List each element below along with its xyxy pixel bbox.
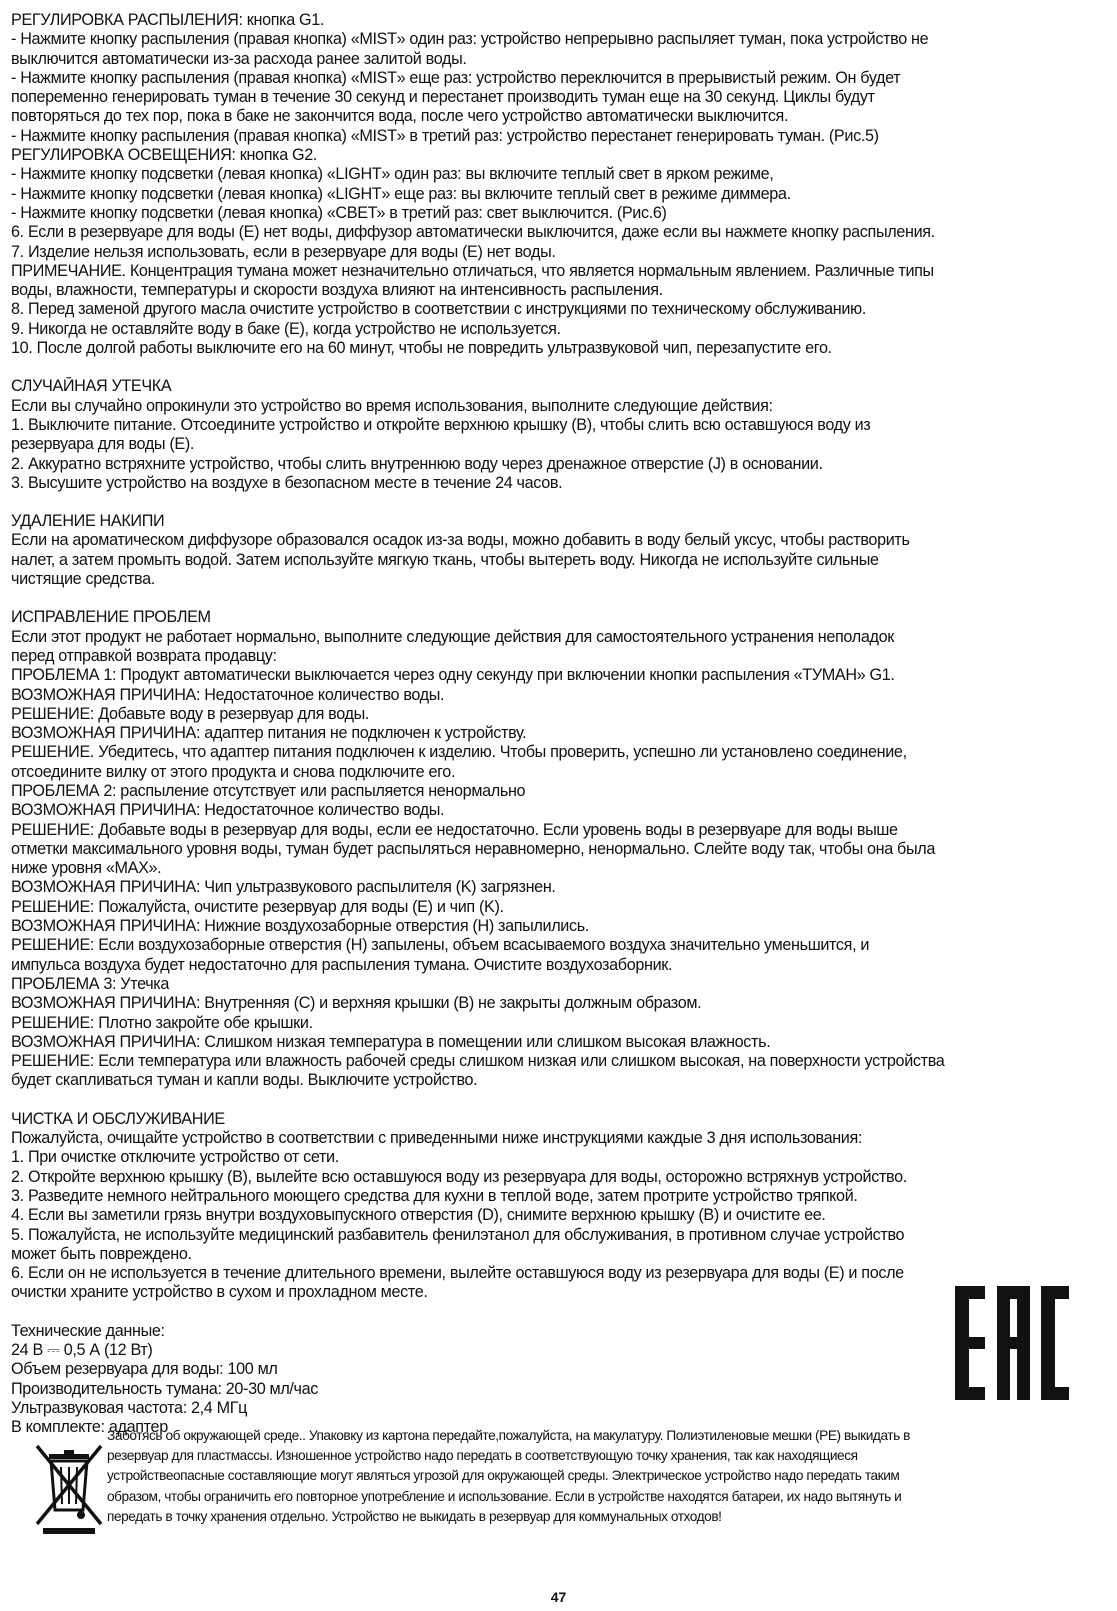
text-line: ЧИСТКА И ОБСЛУЖИВАНИЕ xyxy=(11,1109,225,1128)
text-line: ПРОБЛЕМА 3: Утечка xyxy=(11,974,170,993)
text-line: РЕШЕНИЕ: Плотно закройте обе крышки. xyxy=(11,1013,313,1032)
eco-text-line: передать в точку хранения отдельно. Устройство не выкидать в резервуар для коммунальных отходов! xyxy=(107,1508,722,1524)
text-line: будет скапливаться туман и капли воды. Выключите устройство. xyxy=(11,1071,478,1090)
text-line: В комплекте: адаптер xyxy=(11,1418,168,1437)
paragraph-gap xyxy=(11,1091,1107,1110)
text-line: ВОЗМОЖНАЯ ПРИЧИНА: Внутренняя (C) и верхняя крышки (B) не закрыты должным образом. xyxy=(11,994,702,1013)
crossed-out-wheelie-bin-icon xyxy=(29,1440,109,1534)
page-number: 47 xyxy=(550,1589,567,1605)
text-line: РЕШЕНИЕ: Добавьте воды в резервуар для воды, если ее недостаточно. Если уровень воды в резервуаре для воды выше xyxy=(11,820,898,839)
text-line: 1. Выключите питание. Отсоедините устройство и откройте верхнюю крышку (B), чтобы слить всю оставшуюся воду из xyxy=(11,415,871,434)
text-line: Производительность тумана: 20-30 мл/час xyxy=(11,1379,319,1398)
text-line: воды, влажности, температуры и скорости воздуха влияют на интенсивность распыления. xyxy=(11,281,663,300)
text-line: отсоедините вилку от этого продукта и снова подключите его. xyxy=(11,762,456,781)
text-line: Если на ароматическом диффузоре образовался осадок из-за воды, можно добавить в воду белый уксус, чтобы растворить xyxy=(11,531,910,550)
text-line: ВОЗМОЖНАЯ ПРИЧИНА: Недостаточное количество воды. xyxy=(11,685,445,704)
text-line: РЕШЕНИЕ: Пожалуйста, очистите резервуар для воды (E) и чип (K). xyxy=(11,897,504,916)
eco-notice-text xyxy=(107,1426,1107,1527)
text-line: ВОЗМОЖНАЯ ПРИЧИНА: адаптер питания не подключен к устройству. xyxy=(11,724,527,743)
text-line: перед отправкой возврата продавцу: xyxy=(11,646,277,665)
text-line: выключится автоматически из-за расхода ранее залитой воды. xyxy=(11,49,467,68)
eco-text-line: Заботясь об окружающей среде.. Упаковку из картона передайте,пожалуйста, на макулатуру. Полиэтиленовые мешки (PE) выкидать в xyxy=(107,1428,910,1443)
text-line: ИСПРАВЛЕНИЕ ПРОБЛЕМ xyxy=(11,608,211,627)
text-line: РЕГУЛИРОВКА РАСПЫЛЕНИЯ: кнопка G1. xyxy=(11,11,325,29)
text-line: РЕШЕНИЕ. Убедитесь, что адаптер питания подключен к изделию. Чтобы проверить, успешно ли установлено соединение, xyxy=(11,743,907,762)
text-line: 9. Никогда не оставляйте воду в баке (E), когда устройство не используется. xyxy=(11,319,561,338)
text-line: ВОЗМОЖНАЯ ПРИЧИНА: Чип ультразвукового распылителя (K) загрязнен. xyxy=(11,878,556,897)
text-line: РЕШЕНИЕ: Если температура или влажность рабочей среды слишком низкая или слишком высокая, на поверхности устройства xyxy=(11,1052,945,1071)
text-line: ПРОБЛЕМА 2: распыление отсутствует или распыляется ненормально xyxy=(11,781,526,800)
text-line: - Нажмите кнопку распыления (правая кнопка) «MIST» один раз: устройство непрерывно распыляет туман, пока устройство не xyxy=(11,30,929,49)
text-line: ниже уровня «MAX». xyxy=(11,859,162,878)
text-line: повторяться до тех пор, пока в баке не закончится вода, после чего устройство автоматически выключится. xyxy=(11,107,789,126)
text-line: Ультразвуковая частота: 2,4 МГц xyxy=(11,1398,248,1417)
eac-logo-e-mid xyxy=(955,1337,985,1349)
text-line: УДАЛЕНИЕ НАКИПИ xyxy=(11,512,165,531)
text-line: 6. Если он не используется в течение длительного времени, вылейте оставшуюся воду из резервуара для воды (E) и после xyxy=(11,1264,904,1283)
text-line: ВОЗМОЖНАЯ ПРИЧИНА: Недостаточное количество воды. xyxy=(11,801,445,820)
text-line: 24 В ⎓ 0,5 А (12 Вт) xyxy=(11,1341,153,1359)
text-line: 2. Аккуратно встряхните устройство, чтобы слить внутреннюю воду через дренажное отверстие (J) в основании. xyxy=(11,454,823,473)
text-line: ПРИМЕЧАНИЕ. Концентрация тумана может незначительно отличаться, что является нормальным явлением. Различные типы xyxy=(11,261,934,280)
paragraph-gap xyxy=(11,1303,1107,1322)
eac-logo-c-bottom xyxy=(1041,1387,1069,1400)
environmental-notice xyxy=(29,1426,1089,1536)
text-line: - Нажмите кнопку подсветки (левая кнопка) «СВЕТ» в третий раз: свет выключится. (Рис.6) xyxy=(11,203,667,222)
text-line: Объем резервуара для воды: 100 мл xyxy=(11,1360,278,1379)
text-line: Если этот продукт не работает нормально, выполните следующие действия для самостоятельного устранения неполадок xyxy=(11,627,894,646)
eco-text-line: устройствеопасные составляющие могут являться угрозой для окружающей среды. Электрическое устройство надо передать таким xyxy=(107,1468,900,1484)
text-line: чистящие средства. xyxy=(11,570,155,589)
instruction-text xyxy=(11,11,1107,1437)
text-line: Пожалуйста, очищайте устройство в соответствии с приведенными ниже инструкциями каждые 3 дня использования: xyxy=(11,1129,863,1148)
eac-logo-c-top xyxy=(1041,1286,1069,1299)
text-line: 7. Изделие нельзя использовать, если в резервуаре для воды (E) нет воды. xyxy=(11,242,556,261)
eco-text-line: резервуар для пластмассы. Изношенное устройство надо передать в соответствующую точку хранения, так как находящиеся xyxy=(107,1448,858,1464)
text-line: отметки максимального уровня воды, туман будет распыляться неравномерно, ненормально. Слейте воду так, чтобы она была xyxy=(11,839,936,858)
text-line: РЕШЕНИЕ: Добавьте воду в резервуар для воды. xyxy=(11,704,370,723)
text-line: - Нажмите кнопку распыления (правая кнопка) «MIST» еще раз: устройство переключится в прерывистый режим. Он будет xyxy=(11,68,901,87)
eac-logo-e-top xyxy=(955,1286,985,1299)
eac-logo-a-top xyxy=(997,1286,1030,1299)
text-line: очистки храните устройство в сухом и прохладном месте. xyxy=(11,1283,428,1302)
text-line: попеременно генерировать туман в течение 30 секунд и перестанет производить туман еще на 30 секунд. Циклы будут xyxy=(11,88,875,107)
text-line: Если вы случайно опрокинули это устройство во время использования, выполните следующие действия: xyxy=(11,396,773,415)
text-line: 8. Перед заменой другого масла очистите устройство в соответствии с инструкциями по техническому обслуживанию. xyxy=(11,300,866,319)
text-line: СЛУЧАЙНАЯ УТЕЧКА xyxy=(11,377,172,396)
text-line: 6. Если в резервуаре для воды (E) нет воды, диффузор автоматически выключится, даже если вы нажмете кнопку распыления. xyxy=(11,223,935,242)
text-line: Технические данные: xyxy=(11,1321,165,1340)
text-line: РЕШЕНИЕ: Если воздухозаборные отверстия (H) запылены, объем всасываемого воздуха значительно уменьшится, и xyxy=(11,936,870,955)
text-line: 4. Если вы заметили грязь внутри воздуховыпускного отверстия (D), снимите верхнюю крышку (B) и очистите ее. xyxy=(11,1206,826,1225)
text-line: может быть повреждено. xyxy=(11,1244,192,1263)
text-line: 3. Разведите немного нейтрального моющего средства для кухни в теплой воде, затем протрите устройство тряпкой. xyxy=(11,1186,858,1205)
eac-certification-logo xyxy=(955,1286,1069,1400)
paragraph-gap xyxy=(11,589,1107,608)
text-line: - Нажмите кнопку распыления (правая кнопка) «MIST» в третий раз: устройство перестанет генерировать туман. (Рис.5) xyxy=(11,126,879,145)
text-line: РЕГУЛИРОВКА ОСВЕЩЕНИЯ: кнопка G2. xyxy=(11,146,318,165)
text-line: ПРОБЛЕМА 1: Продукт автоматически выключается через одну секунду при включении кнопки распыления «ТУМАН» G1. xyxy=(11,666,895,685)
text-line: 5. Пожалуйста, не используйте медицинский разбавитель фенилэтанол для обслуживания, в противном случае устройство xyxy=(11,1225,905,1244)
text-line: 2. Откройте верхнюю крышку (B), вылейте всю оставшуюся воду из резервуара для воды, осторожно встряхнув устройство. xyxy=(11,1167,907,1186)
paragraph-gap xyxy=(11,493,1107,512)
text-line: - Нажмите кнопку подсветки (левая кнопка) «LIGHT» еще раз: вы включите теплый свет в режиме диммера. xyxy=(11,184,791,203)
text-line: импульса воздуха будет недостаточно для распыления тумана. Очистите воздухозаборник. xyxy=(11,955,673,974)
text-line: 1. При очистке отключите устройство от сети. xyxy=(11,1148,339,1167)
eco-text-line: образом, чтобы ограничить его повторное употребление и использование. Если в устройстве находятся батареи, их надо вытянуть и xyxy=(107,1488,902,1504)
text-line: 10. После долгой работы выключите его на 60 минут, чтобы не повредить ультразвуковой чип, перезапустите его. xyxy=(11,339,832,358)
text-line: резервуара для воды (E). xyxy=(11,435,195,454)
text-line: - Нажмите кнопку подсветки (левая кнопка) «LIGHT» один раз: вы включите теплый свет в ярком режиме, xyxy=(11,165,774,184)
eac-logo-a-bar xyxy=(997,1337,1030,1349)
eac-logo-c-stem xyxy=(1041,1286,1055,1400)
paragraph-gap xyxy=(11,358,1107,377)
text-line: ВОЗМОЖНАЯ ПРИЧИНА: Слишком низкая температура в помещении или слишком высокая влажность. xyxy=(11,1032,771,1051)
text-line: ВОЗМОЖНАЯ ПРИЧИНА: Нижние воздухозаборные отверстия (H) запылились. xyxy=(11,917,589,936)
text-line: налет, а затем промыть водой. Затем используйте мягкую ткань, чтобы вытереть воду. Никогда не используйте сильные xyxy=(11,550,879,569)
text-line: 3. Высушите устройство на воздухе в безопасном месте в течение 24 часов. xyxy=(11,473,563,492)
eac-logo-e-bottom xyxy=(955,1387,985,1400)
